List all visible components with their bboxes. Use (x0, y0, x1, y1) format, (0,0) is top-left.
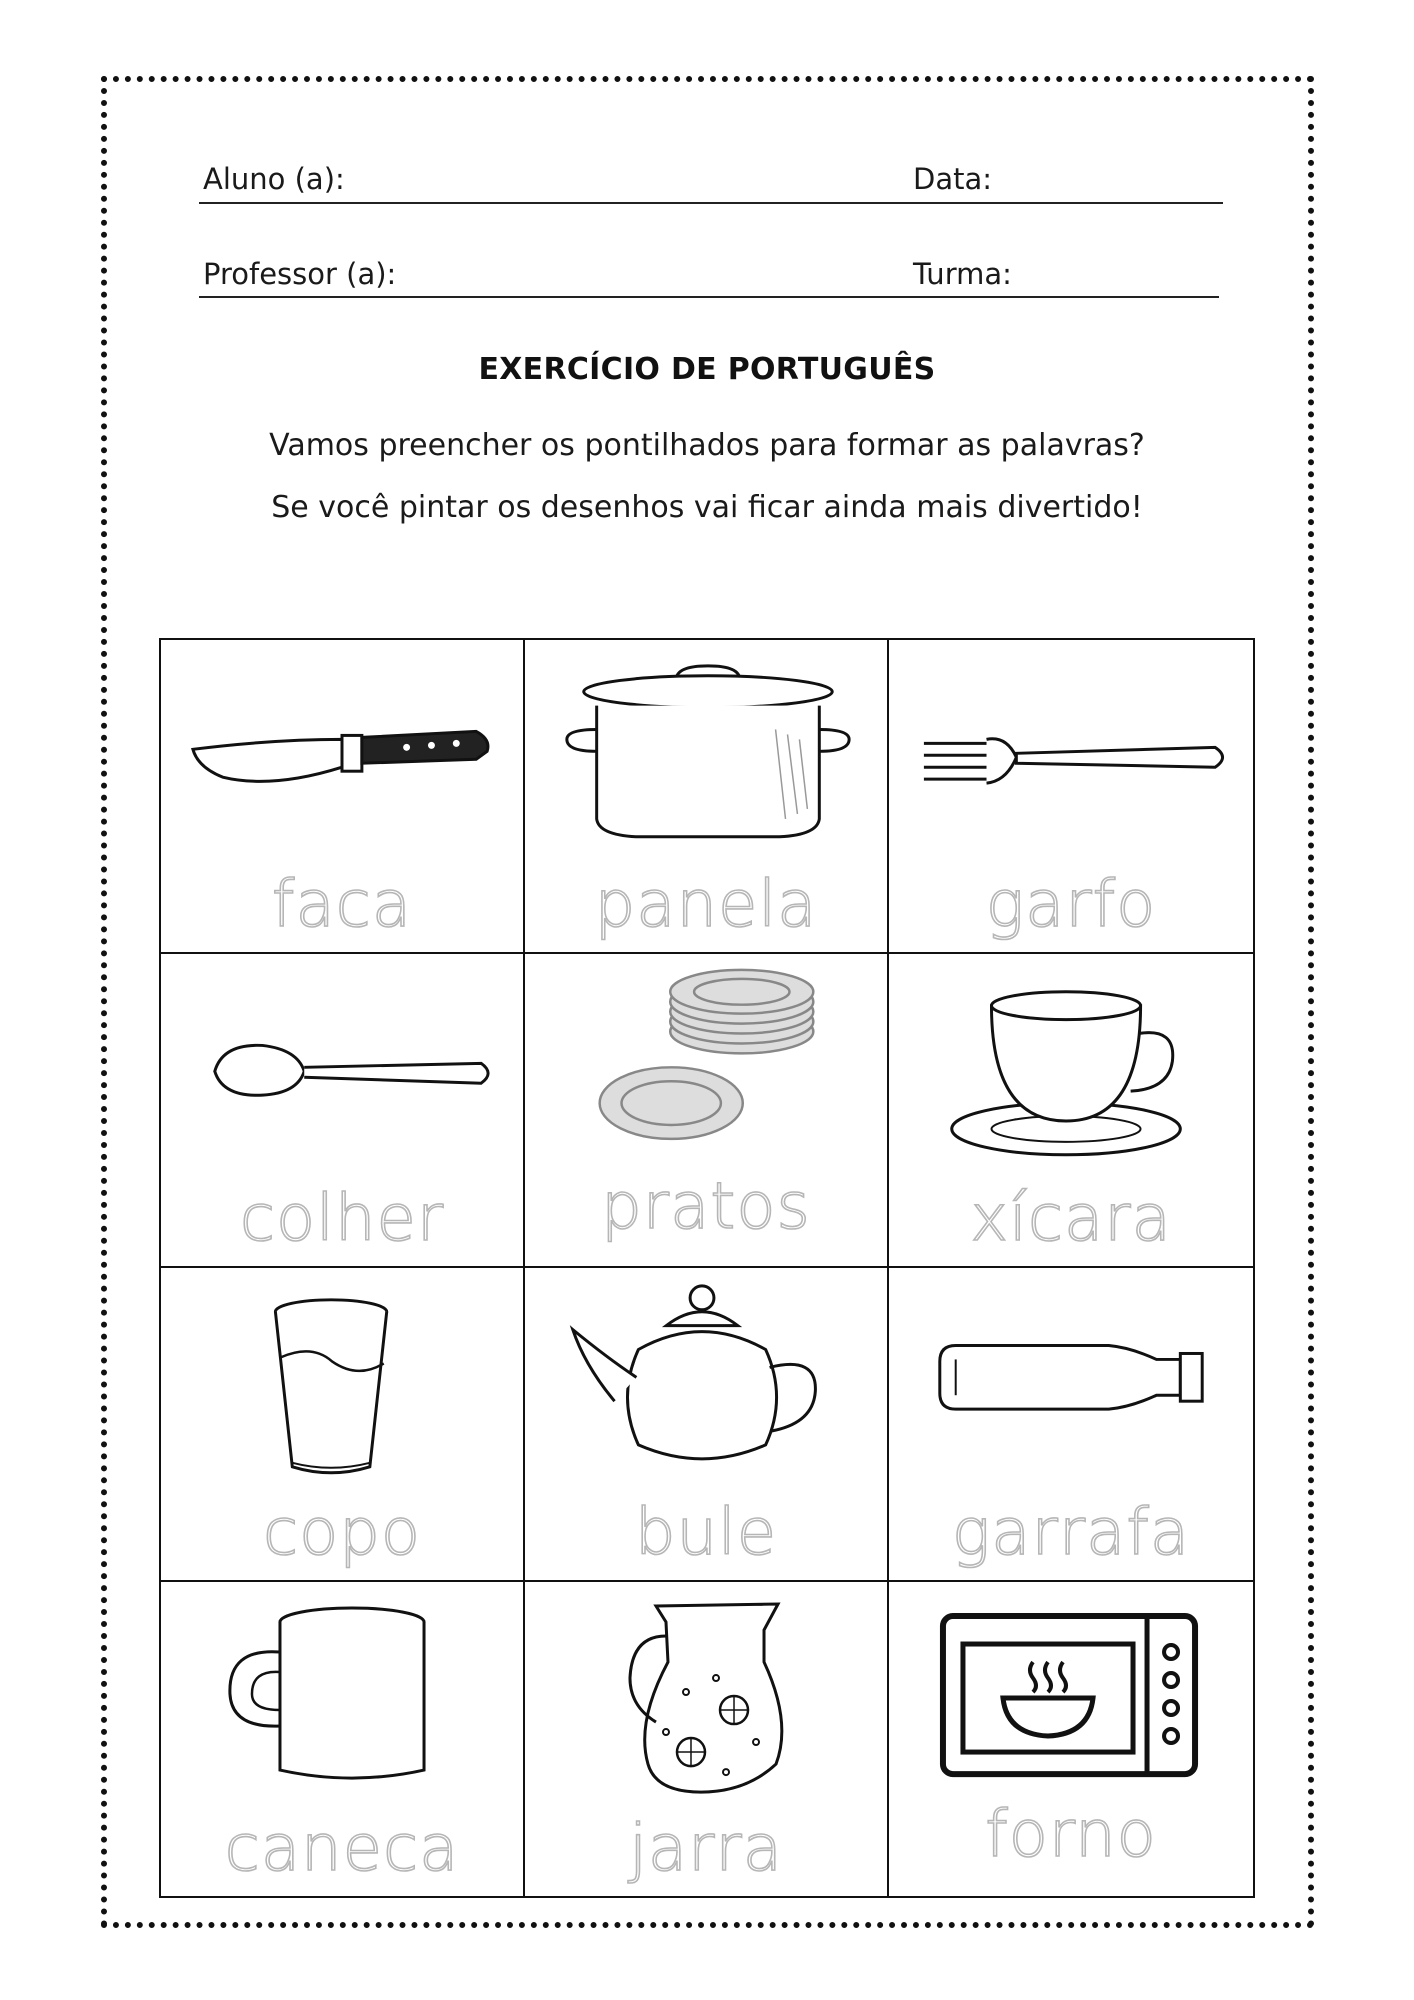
word-card-colher (161, 954, 525, 1268)
word-card-garfo (889, 640, 1253, 954)
teacher-label: Professor (a): (203, 257, 397, 291)
teapot-icon (525, 1268, 887, 1493)
student-label: Aluno (a): (203, 162, 345, 196)
word-grid (159, 638, 1255, 1898)
word-card-garrafa (889, 1268, 1253, 1582)
trace-word[interactable]: forno (985, 1798, 1157, 1872)
word-card-xicara (889, 954, 1253, 1268)
student-date-line[interactable] (199, 202, 1223, 204)
instruction-line-2: Se você pintar os desenhos vai ficar ainda mais divertido! (271, 490, 1143, 525)
word-card-faca (161, 640, 525, 954)
knife-icon (161, 640, 523, 865)
teacher-class-line[interactable] (199, 296, 1219, 298)
word-card-panela (525, 640, 889, 954)
spoon-icon (161, 954, 523, 1179)
word-card-copo (161, 1268, 525, 1582)
pitcher-icon (525, 1582, 887, 1808)
trace-word[interactable]: xícara (970, 1182, 1172, 1256)
trace-word[interactable]: copo (262, 1496, 422, 1570)
word-card-pratos (525, 954, 889, 1268)
date-label: Data: (913, 162, 993, 196)
glass-icon (161, 1268, 523, 1493)
pot-icon (525, 640, 887, 865)
word-card-forno (889, 1582, 1253, 1896)
page-title: EXERCÍCIO DE PORTUGUÊS (478, 352, 936, 387)
trace-word[interactable]: jarra (629, 1812, 783, 1886)
mug-icon (161, 1582, 523, 1808)
fork-icon (889, 640, 1253, 865)
cup-icon (889, 954, 1253, 1179)
class-label: Turma: (913, 257, 1012, 291)
instruction-line-1: Vamos preencher os pontilhados para formar as palavras? (269, 428, 1145, 463)
trace-word[interactable]: bule (634, 1496, 778, 1570)
word-card-jarra (525, 1582, 889, 1896)
trace-word[interactable]: pratos (601, 1170, 811, 1244)
bottle-icon (889, 1268, 1253, 1493)
word-card-caneca (161, 1582, 525, 1896)
trace-word[interactable]: colher (239, 1182, 445, 1256)
microwave-icon (889, 1582, 1253, 1808)
trace-word[interactable]: panela (594, 868, 818, 942)
trace-word[interactable]: garfo (985, 868, 1157, 942)
trace-word[interactable]: faca (271, 868, 413, 942)
word-card-bule (525, 1268, 889, 1582)
plates-icon (525, 954, 887, 1179)
trace-word[interactable]: garrafa (951, 1496, 1191, 1570)
trace-word[interactable]: caneca (224, 1812, 460, 1886)
